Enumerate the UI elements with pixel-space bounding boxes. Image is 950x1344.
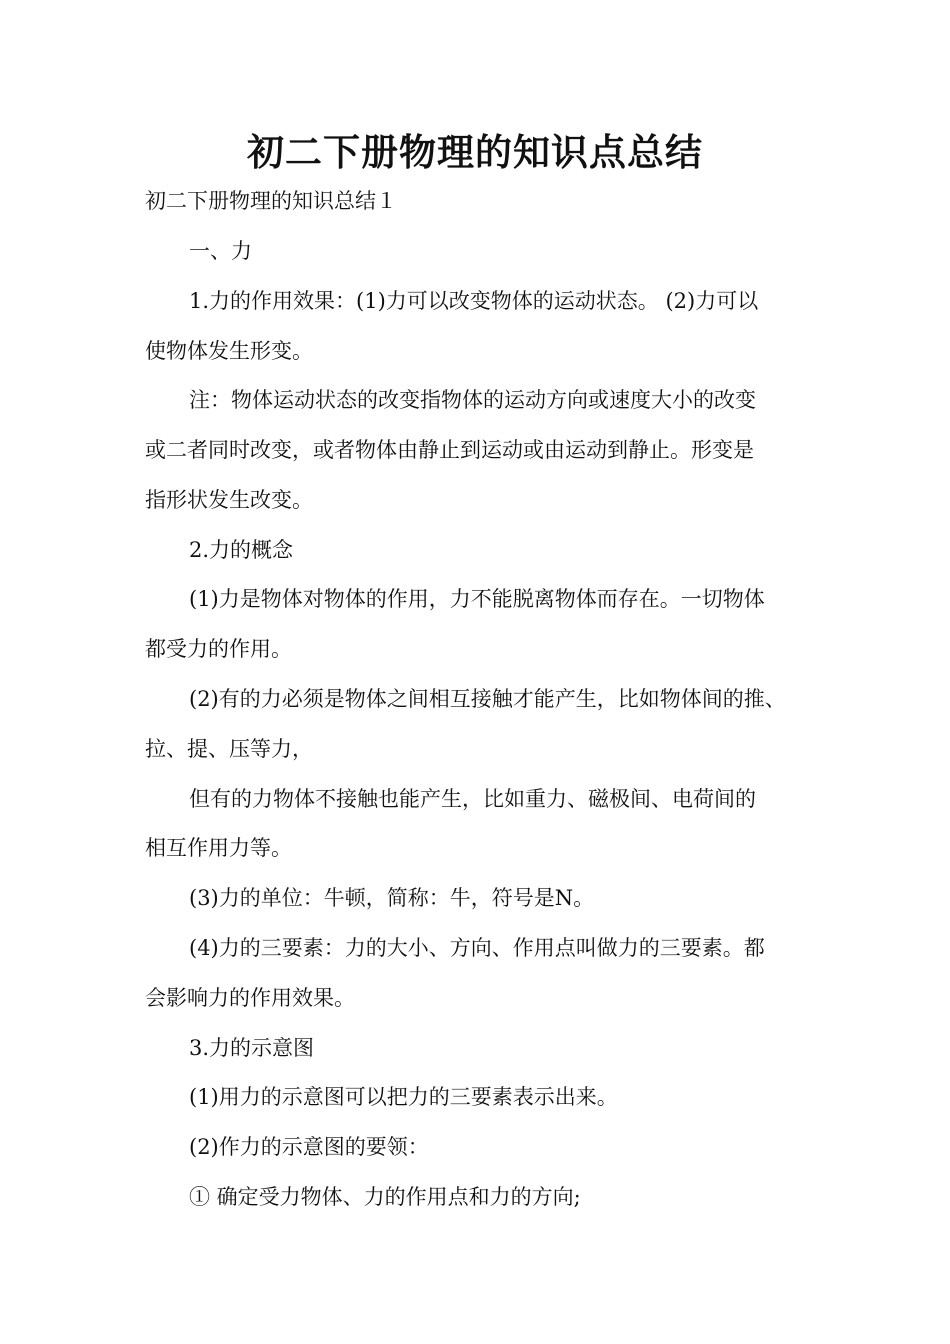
paragraph-line: 注：物体运动状态的改变指物体的运动方向或速度大小的改变 [189, 388, 756, 412]
paragraph-line: (3)力的单位：牛顿，简称：牛，符号是N。 [189, 886, 595, 910]
subheading: 2.力的概念 [189, 538, 294, 562]
paragraph-line: 指形状发生改变。 [145, 488, 313, 512]
paragraph-line: (2)有的力必须是物体之间相互接触才能产生，比如物体间的推、 [189, 687, 786, 711]
paragraph-line: 拉、提、压等力， [145, 737, 313, 761]
subheading: 一、力 [189, 239, 252, 263]
paragraph-line: 1.力的作用效果：(1)力可以改变物体的运动状态。 (2)力可以 [189, 289, 759, 313]
subheading: 3.力的示意图 [189, 1036, 315, 1060]
paragraph-line: 相互作用力等。 [145, 836, 292, 860]
paragraph-line: 都受力的作用。 [145, 637, 292, 661]
paragraph-line: (1)用力的示意图可以把力的三要素表示出来。 [189, 1085, 618, 1109]
paragraph-line: (4)力的三要素：力的大小、方向、作用点叫做力的三要素。都 [189, 936, 765, 960]
paragraph-line: (2)作力的示意图的要领： [189, 1135, 429, 1159]
paragraph-line: 但有的力物体不接触也能产生，比如重力、磁极间、电荷间的 [189, 787, 756, 811]
paragraph-line: 或二者同时改变，或者物体由静止到运动或由运动到静止。形变是 [145, 438, 754, 462]
paragraph-line: (1)力是物体对物体的作用，力不能脱离物体而存在。一切物体 [189, 587, 765, 611]
paragraph-line: ① 确定受力物体、力的作用点和力的方向; [189, 1185, 581, 1209]
paragraph-line: 会影响力的作用效果。 [145, 986, 355, 1010]
section-heading: 初二下册物理的知识总结１ [145, 189, 397, 213]
document-title: 初二下册物理的知识点总结 [247, 131, 703, 174]
paragraph-line: 使物体发生形变。 [145, 339, 313, 363]
